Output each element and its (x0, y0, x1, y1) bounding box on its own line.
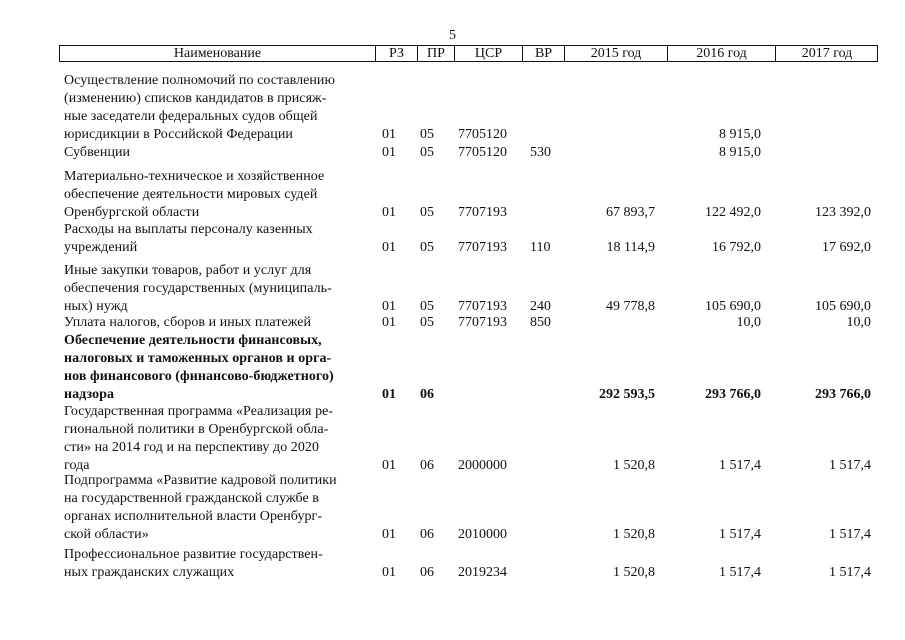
row-name: Профессиональное развитие государствен- ных гражданских служащих (64, 547, 323, 580)
row-2017: 1 517,4 (829, 458, 871, 473)
table-row (0, 546, 905, 582)
row-csr: 7707193 (458, 299, 507, 314)
row-2017: 10,0 (846, 315, 871, 330)
row-pr: 05 (420, 205, 434, 220)
row-2015: 1 520,8 (613, 458, 655, 473)
row-2015: 18 114,9 (606, 240, 655, 255)
row-2016: 1 517,4 (719, 527, 761, 542)
header-2016: 2016 год (668, 46, 776, 61)
row-csr: 7707193 (458, 205, 507, 220)
row-pr: 06 (420, 527, 434, 542)
row-rz: 01 (382, 315, 396, 330)
table-row (0, 144, 905, 162)
row-2017: 105 690,0 (815, 299, 871, 314)
row-2016: 122 492,0 (705, 205, 761, 220)
row-2016: 1 517,4 (719, 565, 761, 580)
row-2017: 123 392,0 (815, 205, 871, 220)
row-name: Обеспечение деятельности финансовых, налоговых и таможенных органов и орга- нов финансового (финансово-бюджетного) надзора (64, 333, 334, 402)
row-csr: 2000000 (458, 458, 507, 473)
row-2015: 1 520,8 (613, 565, 655, 580)
row-csr: 2010000 (458, 527, 507, 542)
row-rz: 01 (382, 299, 396, 314)
row-name: Осуществление полномочий по составлению (изменению) списков кандидатов в присяж- ные заседатели федеральных судов общей юрисдикции в Российской Федерации (64, 73, 335, 142)
table-row-section (0, 332, 905, 404)
header-pr: ПР (418, 46, 455, 61)
page-number: 5 (449, 28, 456, 43)
row-csr: 2019234 (458, 565, 507, 580)
row-vr: 530 (530, 145, 551, 160)
header-2017: 2017 год (801, 46, 853, 61)
row-name: Материально-техническое и хозяйственное обеспечение деятельности мировых судей Оренбургской области (64, 169, 325, 220)
row-vr: 240 (530, 299, 551, 314)
row-csr: 7705120 (458, 127, 507, 142)
row-rz: 01 (382, 205, 396, 220)
table-row (0, 472, 905, 544)
header-2015: 2015 год (565, 46, 668, 61)
row-2016: 105 690,0 (705, 299, 761, 314)
row-pr: 05 (420, 315, 434, 330)
row-2017: 1 517,4 (829, 565, 871, 580)
row-2017: 17 692,0 (822, 240, 871, 255)
row-rz: 01 (382, 527, 396, 542)
row-2016: 10,0 (736, 315, 761, 330)
row-2016: 293 766,0 (705, 387, 761, 402)
row-csr: 7707193 (458, 315, 507, 330)
row-rz: 01 (382, 127, 396, 142)
row-rz: 01 (382, 145, 396, 160)
row-2015: 1 520,8 (613, 527, 655, 542)
header-name: Наименование (60, 46, 376, 61)
row-name: Расходы на выплаты персоналу казенных учреждений (64, 222, 313, 255)
row-name: Иные закупки товаров, работ и услуг для обеспечения государственных (муниципаль- ных) нужд (64, 263, 332, 314)
row-pr: 05 (420, 299, 434, 314)
row-vr: 110 (530, 240, 551, 255)
row-2015: 49 778,8 (606, 299, 655, 314)
row-name: Уплата налогов, сборов и иных платежей (64, 315, 312, 330)
row-rz: 01 (382, 240, 396, 255)
row-2015: 292 593,5 (599, 387, 655, 402)
row-pr: 05 (420, 145, 434, 160)
row-pr: 05 (420, 240, 434, 255)
row-2016: 8 915,0 (719, 127, 761, 142)
row-2015: 67 893,7 (606, 205, 655, 220)
row-2017: 293 766,0 (815, 387, 871, 402)
row-csr: 7707193 (458, 240, 507, 255)
header-csr: ЦСР (455, 46, 523, 61)
table-row (0, 221, 905, 257)
table-row (0, 403, 905, 475)
row-pr: 05 (420, 127, 434, 142)
row-pr: 06 (420, 387, 434, 402)
table-row (0, 72, 905, 144)
row-2016: 8 915,0 (719, 145, 761, 160)
row-rz: 01 (382, 565, 396, 580)
row-vr: 850 (530, 315, 551, 330)
row-2016: 1 517,4 (719, 458, 761, 473)
row-name: Государственная программа «Реализация ре- гиональной политики в Оренбургской обла- сти» на 2014 год и на перспективу до 2020 года (64, 404, 334, 473)
row-name: Субвенции (64, 145, 131, 160)
header-rz: РЗ (376, 46, 418, 61)
table-row (0, 314, 905, 332)
row-pr: 06 (420, 565, 434, 580)
row-pr: 06 (420, 458, 434, 473)
row-2017: 1 517,4 (829, 527, 871, 542)
row-rz: 01 (382, 387, 396, 402)
table-row (0, 262, 905, 316)
row-csr: 7705120 (458, 145, 507, 160)
header-vr: ВР (523, 46, 565, 61)
row-2016: 16 792,0 (712, 240, 761, 255)
row-name: Подпрограмма «Развитие кадровой политики на государственной гражданской службе в органах исполнительной власти Оренбург- ской области» (64, 473, 337, 542)
table-header (59, 45, 878, 62)
row-rz: 01 (382, 458, 396, 473)
table-row (0, 168, 905, 222)
